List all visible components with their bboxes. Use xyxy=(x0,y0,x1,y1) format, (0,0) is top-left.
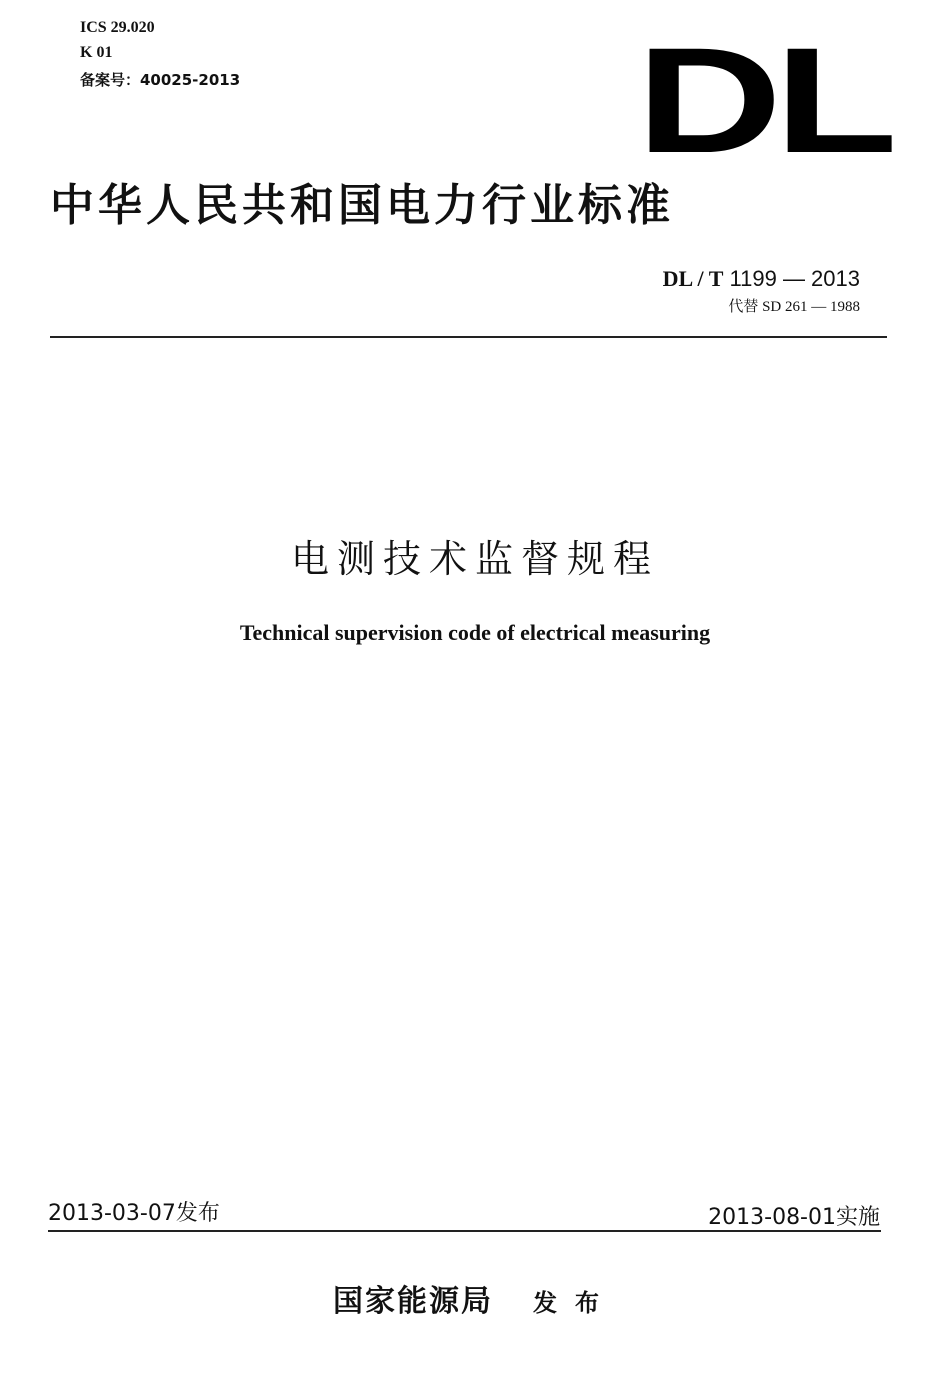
issue-date: 2013-03-07发布 xyxy=(48,1201,220,1226)
ics-code: ICS 29.020 xyxy=(80,19,155,36)
publisher-name: 国家能源局 xyxy=(333,1284,493,1319)
industry-standard-title: 中华人民共和国电力行业标准 xyxy=(50,180,674,231)
document-title-cn: 电测技术监督规程 xyxy=(290,537,659,581)
filing-number: 备案号：40025-2013 xyxy=(80,71,241,89)
top-divider xyxy=(50,336,887,338)
standard-number xyxy=(663,266,860,292)
document-title-en: Technical supervision code of electrical measuring xyxy=(239,620,711,645)
publish-label: 发布 xyxy=(533,1288,617,1317)
replaces-standard: 代替 SD 261 — 1988 xyxy=(728,299,860,315)
bottom-divider xyxy=(48,1230,881,1232)
standard-code-prefix: DL / T xyxy=(662,266,724,291)
dl-logo: DL xyxy=(636,16,890,184)
standard-code-number: 1199 — 2013 xyxy=(723,266,860,291)
ccs-code: K 01 xyxy=(80,44,113,61)
effective-date: 2013-08-01实施 xyxy=(708,1205,880,1230)
publisher-line xyxy=(0,1276,950,1320)
